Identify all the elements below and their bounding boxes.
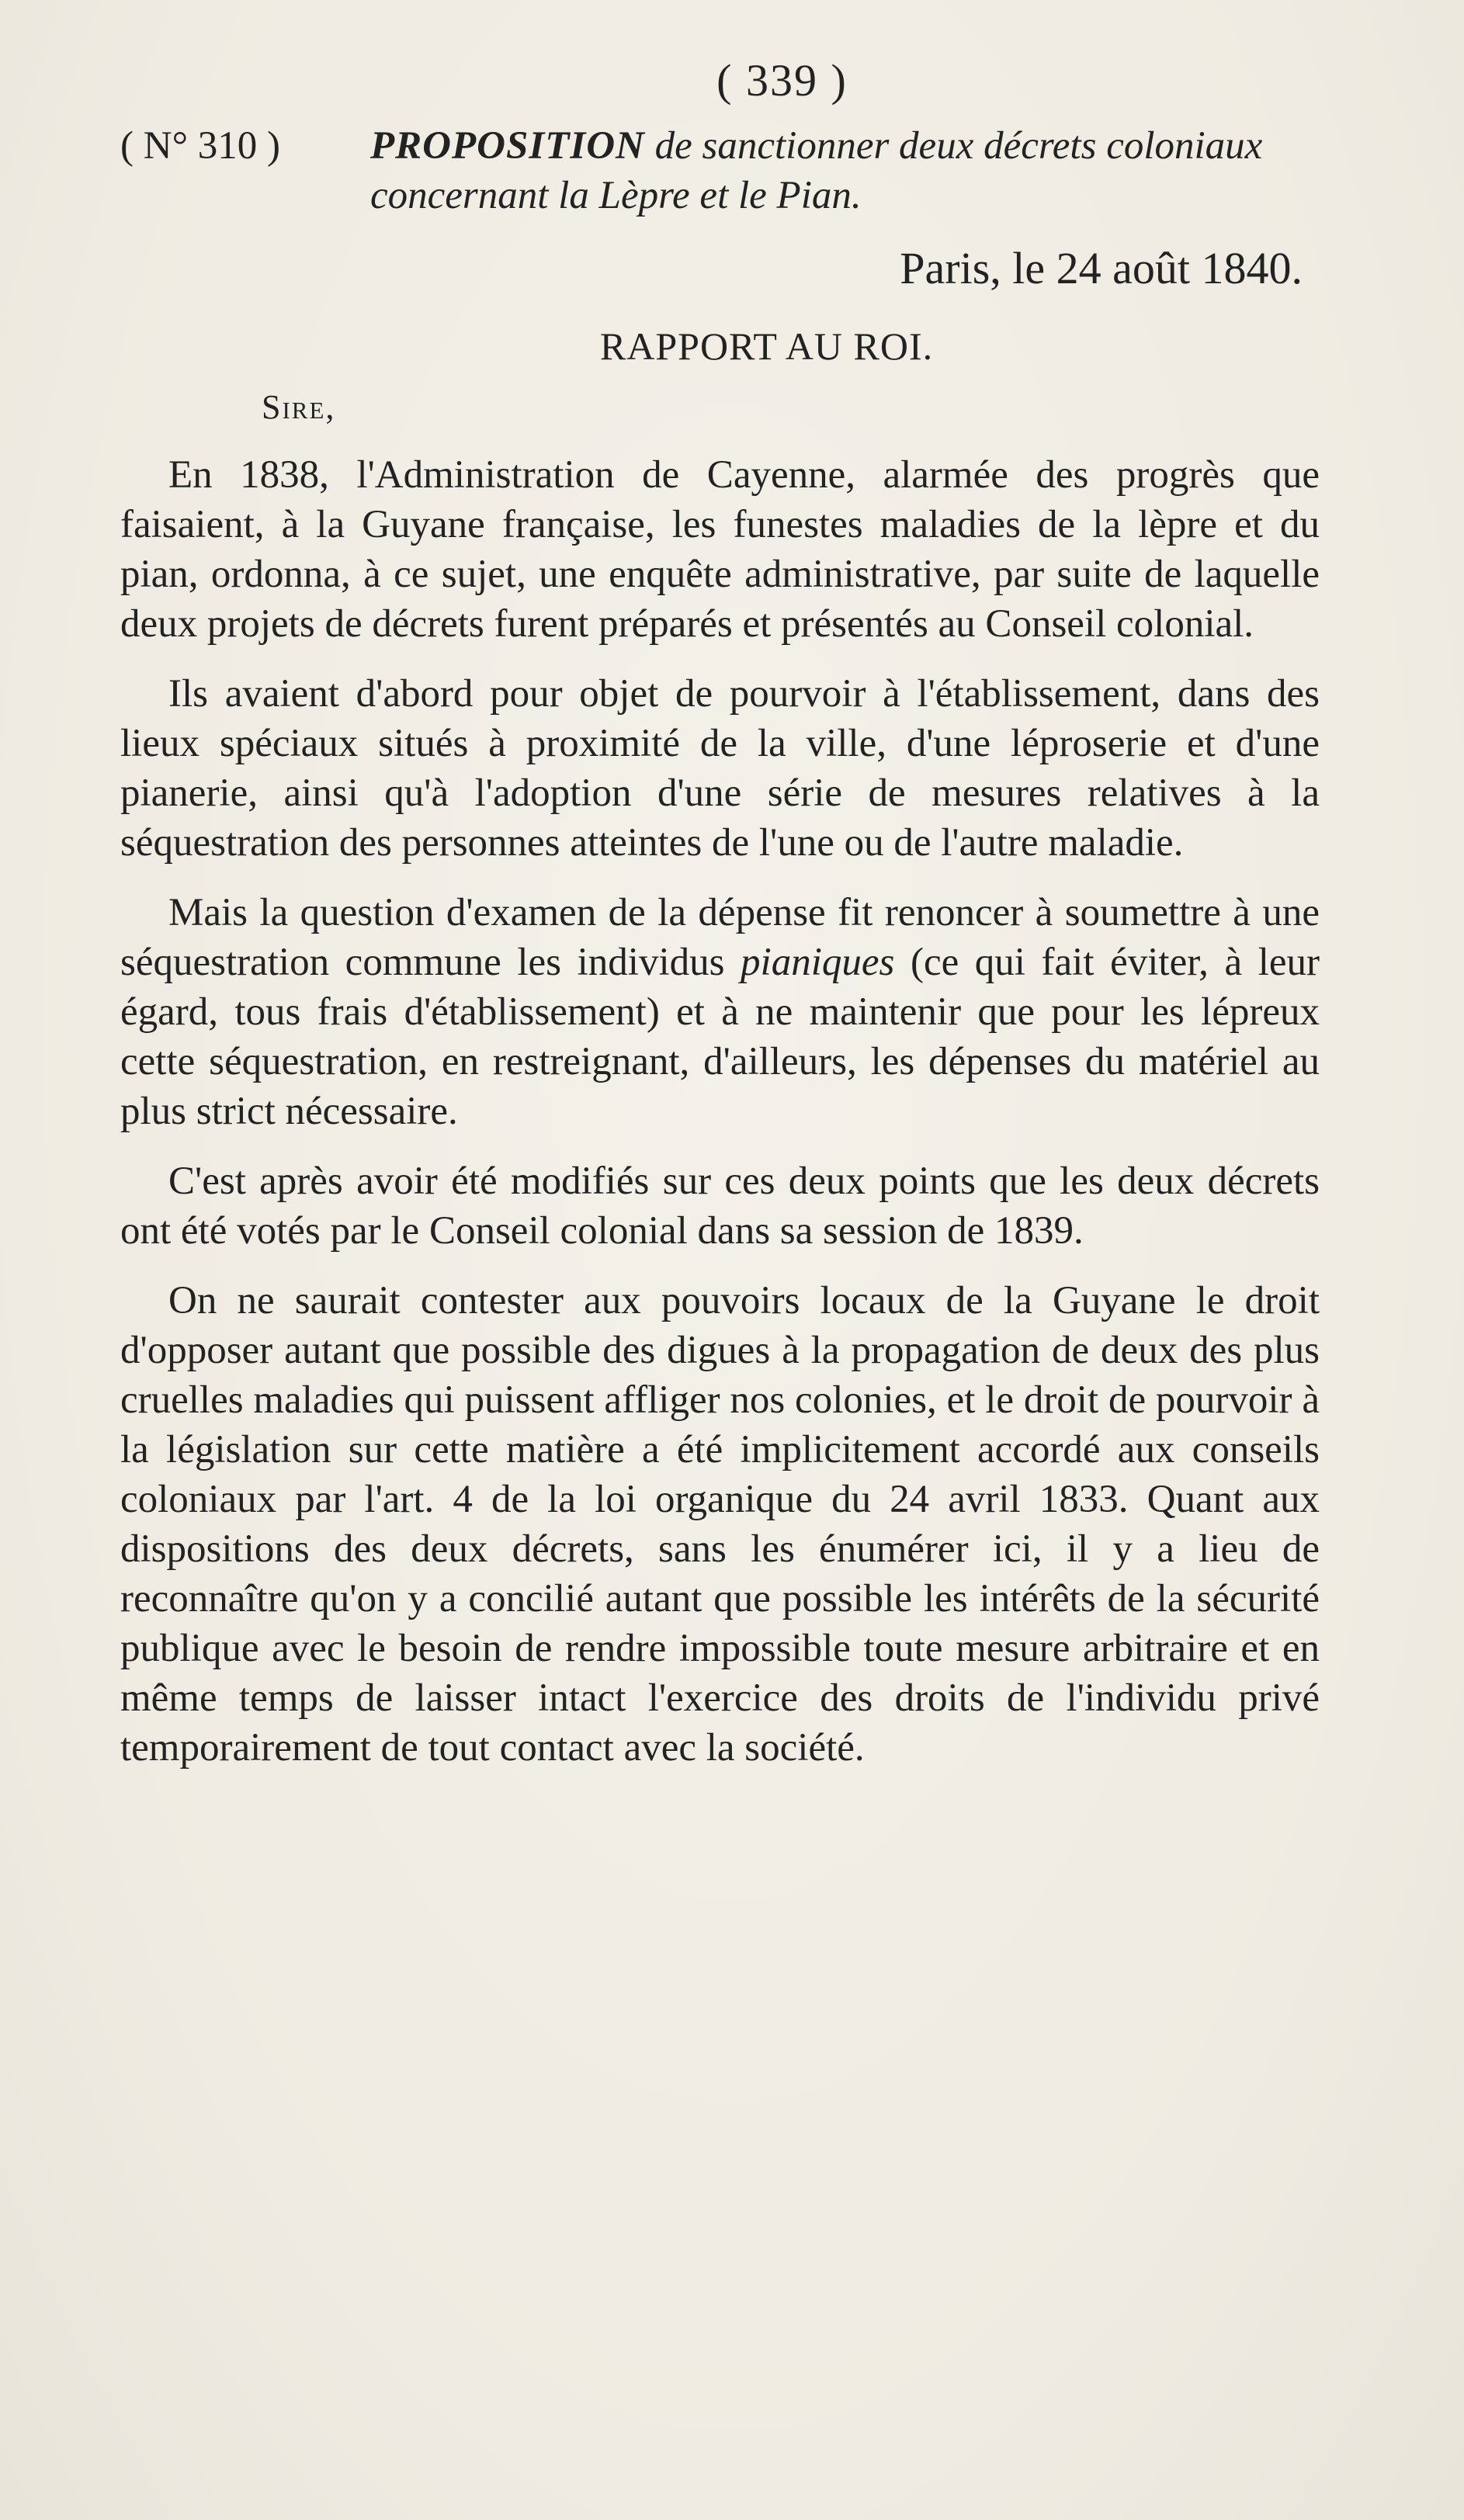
- salutation: Sire,: [262, 388, 336, 426]
- paragraph-3-italic: pianiques: [741, 941, 895, 984]
- document-heading: [120, 121, 1320, 220]
- paragraph-3: [120, 888, 1320, 1136]
- paragraph-3-start: Mais la question d'examen de la dépense fit renoncer à soumettre à une séquestration commune les individus: [120, 891, 1320, 984]
- paragraph-2: Ils avaient d'abord pour objet de pourvoir à l'établissement, dans des lieux spéciaux situés à proximité de la ville, d'une léproserie et d'une pianerie, ainsi qu'à l'adoption d'une série de mesures relatives à la séquestration des personnes atteintes de l'une ou de l'autre maladie.: [120, 672, 1320, 865]
- report-title: RAPPORT AU ROI.: [599, 324, 934, 368]
- paragraph-5: On ne saurait contester aux pouvoirs locaux de la Guyane le droit d'opposer autant que possible des digues à la propagation de deux des plus cruelles maladies qui puissent affliger nos colonies, et le droit de pourvoir à la législation sur cette matière a été implicitement accordé aux conseils coloniaux par l'art. 4 de la loi organique du 24 avril 1833. Quant aux dispositions des deux décrets, sans les énumérer ici, il y a lieu de reconnaître qu'on y a concilié autant que possible les intérêts de la sécurité publique avec le besoin de rendre impossible toute mesure arbitraire et en même temps de laisser intact l'exercice des droits de l'individu privé temporairement de tout contact avec la société.: [120, 1279, 1320, 1770]
- paragraph-3-end: (ce qui fait éviter, à leur égard, tous frais d'établissement) et à ne maintenir que pour les lépreux cette séquestration, en restreignant, d'ailleurs, les dépenses du matériel au plus strict nécessaire.: [120, 941, 1320, 1133]
- heading-proposition: PROPOSITION: [370, 124, 645, 168]
- decree-number: ( N° 310 ): [120, 124, 280, 168]
- page-content: [120, 54, 1320, 1793]
- dateline: Paris, le 24 août 1840.: [900, 243, 1303, 293]
- paragraph-4: C'est après avoir été modifiés sur ces deux points que les deux décrets ont été votés par le Conseil colonial dans sa session de 1839.: [120, 1159, 1320, 1253]
- paragraph-1: En 1838, l'Administration de Cayenne, alarmée des progrès que faisaient, à la Guyane française, les funestes maladies de la lèpre et du pian, ordonna, à ce sujet, une enquête administrative, par suite de laquelle deux projets de décrets furent préparés et présentés au Conseil colonial.: [120, 453, 1320, 646]
- page-number: ( 339 ): [716, 55, 848, 106]
- heading-title: [120, 121, 1320, 220]
- heading-subject: de sanctionner deux décrets coloniaux concernant la Lèpre et le Pian.: [370, 124, 1263, 217]
- body-text: [120, 450, 1320, 1773]
